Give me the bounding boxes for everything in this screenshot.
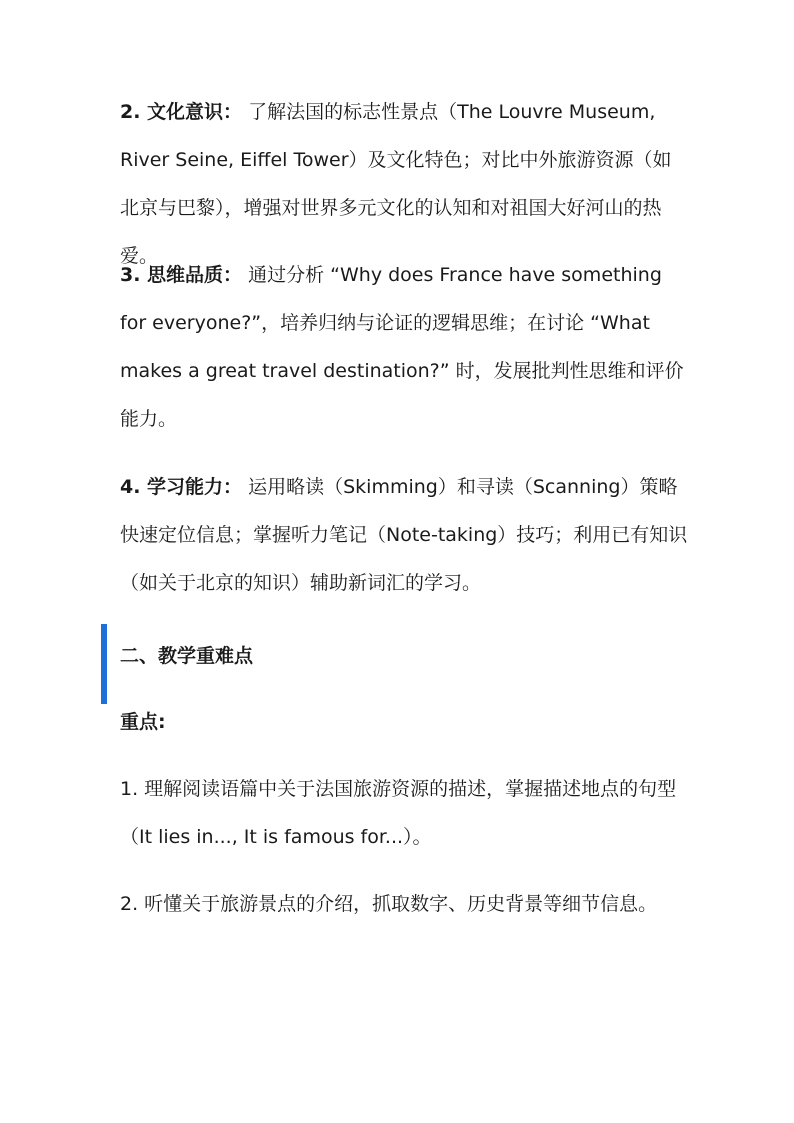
key-point-2: 2. 听懂关于旅游景点的介绍，抓取数字、历史背景等细节信息。: [120, 893, 658, 915]
learning-paragraph: [120, 463, 690, 607]
key-point-1: 1. 理解阅读语篇中关于法国旅游资源的描述，掌握描述地点的句型（It lies in..., It is famous for...）。: [120, 778, 677, 848]
thinking-label: 3. 思维品质：: [120, 264, 243, 286]
learning-label: 4. 学习能力：: [120, 476, 243, 498]
section-accent-bar: [101, 624, 107, 704]
culture-text: 了解法国的标志性景点（The Louvre Museum, River Seine, Eiffel Tower）及文化特色；对比中外旅游资源（如北京与巴黎），增强对世界多元文化的认知和对祖国大好河山的热爱。: [120, 101, 672, 267]
thinking-text: 通过分析 “Why does France have something for everyone?”，培养归纳与论证的逻辑思维；在讨论 “What makes a great travel destination?” 时，发展批判性思维和评价能力。: [120, 264, 684, 430]
key-points-label: 重点:: [120, 711, 166, 733]
learning-text: 运用略读（Skimming）和寻读（Scanning）策略快速定位信息；掌握听力笔记（Note-taking）技巧；利用已有知识（如关于北京的知识）辅助新词汇的学习。: [120, 476, 688, 594]
section-title: 二、教学重难点: [120, 645, 254, 667]
culture-label: 2. 文化意识：: [120, 101, 243, 123]
thinking-paragraph: [120, 251, 690, 443]
